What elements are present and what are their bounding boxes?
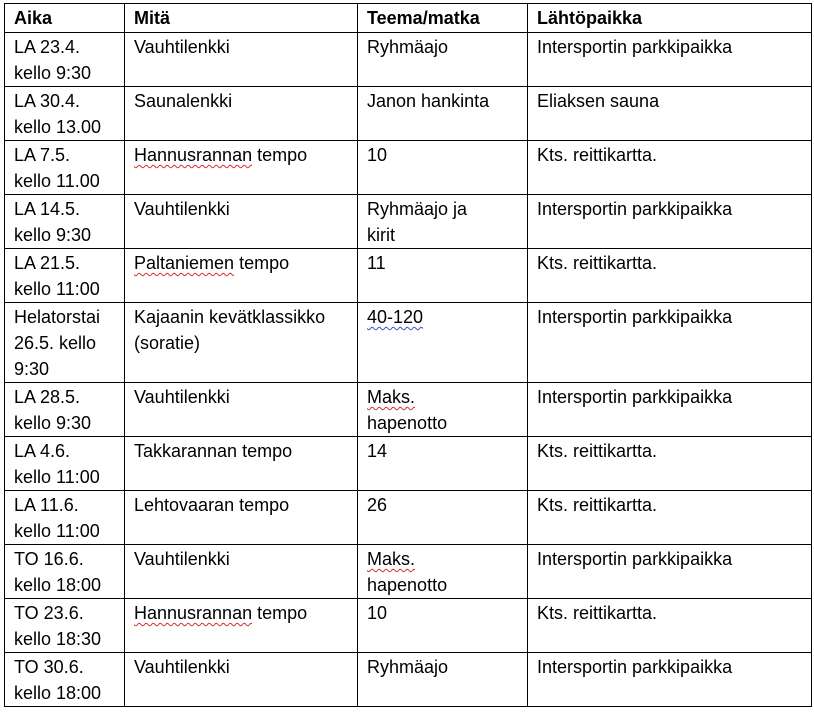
cell-teema: Maks. hapenotto — [358, 545, 528, 599]
cell-lahtopaikka: Intersportin parkkipaikka — [528, 545, 812, 599]
cell-lahtopaikka: Eliaksen sauna — [528, 87, 812, 141]
cell-mita: Paltaniemen tempo — [125, 249, 358, 303]
cell-teema: 14 — [358, 437, 528, 491]
cell-teema: Maks. hapenotto — [358, 383, 528, 437]
cell-mita: Vauhtilenkki — [125, 383, 358, 437]
cell-aika: LA 23.4. kello 9:30 — [5, 33, 125, 87]
cell-aika: Helatorstai 26.5. kello 9:30 — [5, 303, 125, 383]
cell-mita: Vauhtilenkki — [125, 545, 358, 599]
cell-teema: Janon hankinta — [358, 87, 528, 141]
table-row — [5, 491, 812, 545]
cell-teema: 10 — [358, 599, 528, 653]
cell-teema: Ryhmäajo ja kirit — [358, 195, 528, 249]
cell-teema: 26 — [358, 491, 528, 545]
table-row — [5, 545, 812, 599]
cell-mita: Hannusrannan tempo — [125, 599, 358, 653]
cell-aika: LA 4.6. kello 11:00 — [5, 437, 125, 491]
cell-lahtopaikka: Intersportin parkkipaikka — [528, 33, 812, 87]
cell-lahtopaikka: Kts. reittikartta. — [528, 141, 812, 195]
header-aika: Aika — [5, 4, 125, 33]
cell-lahtopaikka: Kts. reittikartta. — [528, 249, 812, 303]
cell-aika: LA 11.6. kello 11:00 — [5, 491, 125, 545]
cell-aika: LA 7.5. kello 11.00 — [5, 141, 125, 195]
cell-lahtopaikka: Intersportin parkkipaikka — [528, 653, 812, 707]
cell-teema: 11 — [358, 249, 528, 303]
header-row — [5, 4, 812, 33]
cell-lahtopaikka: Intersportin parkkipaikka — [528, 195, 812, 249]
cell-mita: Lehtovaaran tempo — [125, 491, 358, 545]
schedule-table — [4, 3, 812, 707]
cell-mita: Hannusrannan tempo — [125, 141, 358, 195]
cell-mita: Saunalenkki — [125, 87, 358, 141]
cell-mita: Vauhtilenkki — [125, 653, 358, 707]
cell-aika: TO 30.6. kello 18:00 — [5, 653, 125, 707]
table-row — [5, 87, 812, 141]
header-teema: Teema/matka — [358, 4, 528, 33]
cell-mita: Vauhtilenkki — [125, 33, 358, 87]
cell-mita: Vauhtilenkki — [125, 195, 358, 249]
cell-teema: Ryhmäajo — [358, 653, 528, 707]
cell-aika: LA 28.5. kello 9:30 — [5, 383, 125, 437]
cell-lahtopaikka: Intersportin parkkipaikka — [528, 383, 812, 437]
cell-teema: 10 — [358, 141, 528, 195]
cell-lahtopaikka: Kts. reittikartta. — [528, 599, 812, 653]
header-lahtopaikka: Lähtöpaikka — [528, 4, 812, 33]
table-row — [5, 383, 812, 437]
table-row — [5, 653, 812, 707]
header-mita: Mitä — [125, 4, 358, 33]
cell-teema: 40-120 — [358, 303, 528, 383]
table-row — [5, 437, 812, 491]
cell-aika: LA 30.4. kello 13.00 — [5, 87, 125, 141]
cell-lahtopaikka: Kts. reittikartta. — [528, 437, 812, 491]
cell-aika: LA 14.5. kello 9:30 — [5, 195, 125, 249]
table-row — [5, 249, 812, 303]
table-row — [5, 599, 812, 653]
cell-teema: Ryhmäajo — [358, 33, 528, 87]
cell-mita: Kajaanin kevätklassikko (soratie) — [125, 303, 358, 383]
table-row — [5, 303, 812, 383]
cell-aika: TO 16.6. kello 18:00 — [5, 545, 125, 599]
cell-aika: LA 21.5. kello 11:00 — [5, 249, 125, 303]
table-row — [5, 33, 812, 87]
cell-lahtopaikka: Kts. reittikartta. — [528, 491, 812, 545]
table-row — [5, 195, 812, 249]
table-row — [5, 141, 812, 195]
cell-lahtopaikka: Intersportin parkkipaikka — [528, 303, 812, 383]
cell-mita: Takkarannan tempo — [125, 437, 358, 491]
cell-aika: TO 23.6. kello 18:30 — [5, 599, 125, 653]
